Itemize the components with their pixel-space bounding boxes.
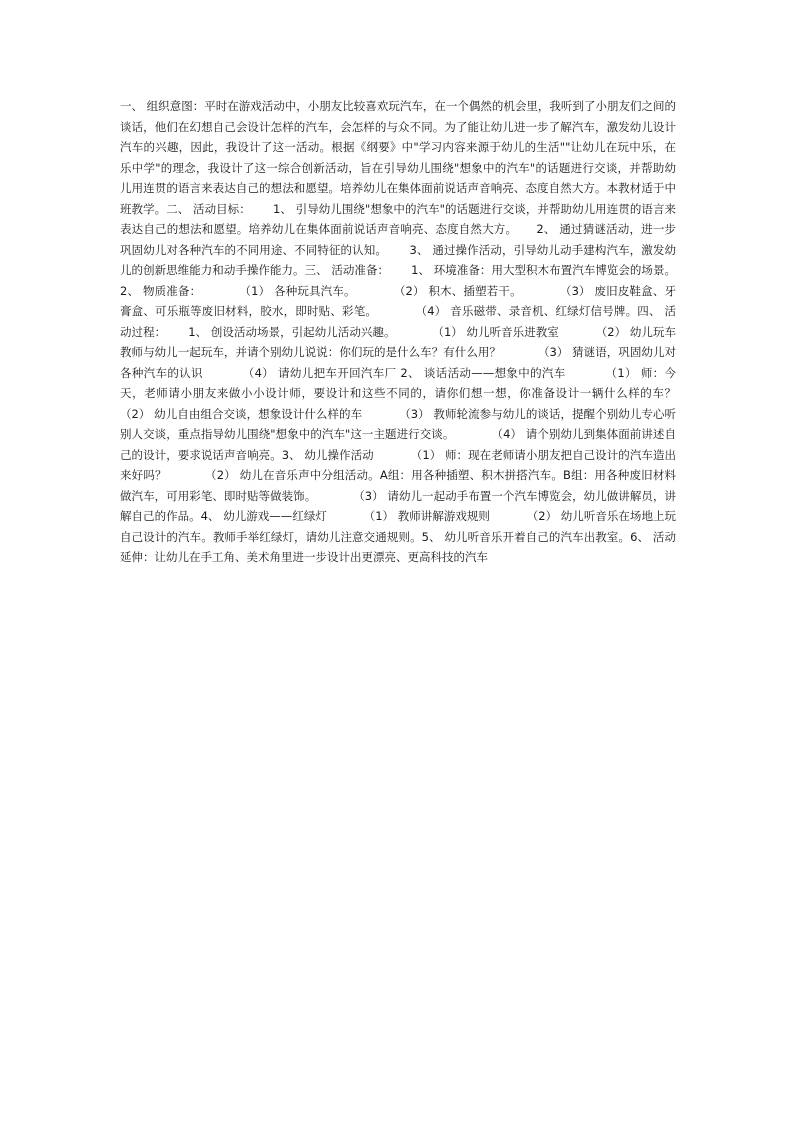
document-body-text: 一、 组织意图：平时在游戏活动中，小朋友比较喜欢玩汽车，在一个偶然的机会里，我听到了小朋友们之间的谈话，他们在幻想自己会设计怎样的汽车，会怎样的与众不同。为了能让幼儿进一步了解汽车，激发幼儿设计汽车的兴趣，因此，我设计了这一活动。根据《纲要》中"学习内容来源于幼儿的生活""让幼儿在玩中乐，在乐中学"的理念，我设计了这一综合创新活动，旨在引导幼儿围绕"想象中的汽车"的话题进行交谈，并帮助幼儿用连贯的语言来表达自己的想法和愿望。培养幼儿在集体面前说话声音响亮、态度自然大方。本教材适于中班教学。二、 活动目标： 1、 引导幼儿围绕"想象中的汽车"的话题进行交谈，并帮助幼儿用连贯的语言来表达自己的想法和愿望。培养幼儿在集体面前说话声音响亮、态度自然大方。 2、 通过猜谜活动，进一步巩固幼儿对各种汽车的不同用途、不同特征的认知。 3、 通过操作活动，引导幼儿动手建构汽车，激发幼儿的创新思维能力和动手操作能力。三、 活动准备： 1、 环境准备：用大型积木布置汽车博览会的场景。 2、 物质准备： （1） 各种玩具汽车。 （2） 积木、插塑若干。 （3） 废旧皮鞋盒、牙膏盒、可乐瓶等废旧材料，胶水，即时贴、彩笔。 （4） 音乐磁带、录音机、红绿灯信号牌。四、 活动过程： 1、 创设活动场景，引起幼儿活动兴趣。 （1） 幼儿听音乐进教室 （2） 幼儿玩车教师与幼儿一起玩车，并请个别幼儿说说：你们玩的是什么车？有什么用？ （3） 猜谜语，巩固幼儿对各种汽车的认识 （4） 请幼儿把车开回汽车厂 2、 谈话活动——想象中的汽车 （1） 师：今天，老师请小朋友来做小小设计师，要设计和这些不同的，请你们想一想，你准备设计一辆什么样的车？ （2） 幼儿自由组合交谈，想象设计什么样的车 （3） 教师轮流参与幼儿的谈话，提醒个别幼儿专心听别人交谈，重点指导幼儿围绕"想象中的汽车"这一主题进行交谈。 （4） 请个别幼儿到集体面前讲述自己的设计，要求说话声音响亮。3、 幼儿操作活动 （1） 师：现在老师请小朋友把自己设计的汽车造出来好吗？ （2） 幼儿在音乐声中分组活动。A组：用各种插塑、积木拼搭汽车。B组：用各种废旧材料做汽车，可用彩笔、即时贴等做装饰。 （3） 请幼儿一起动手布置一个汽车博览会，幼儿做讲解员，讲解自己的作品。4、 幼儿游戏——红绿灯 （1） 教师讲解游戏规则 （2） 幼儿听音乐在场地上玩自己设计的汽车。教师手举红绿灯，请幼儿注意交通规则。5、 幼儿听音乐开着自己的汽车出教室。6、 活动延伸：让幼儿在手工角、美术角里进一步设计出更漂亮、更高科技的汽车 xyxy=(120,99,713,564)
